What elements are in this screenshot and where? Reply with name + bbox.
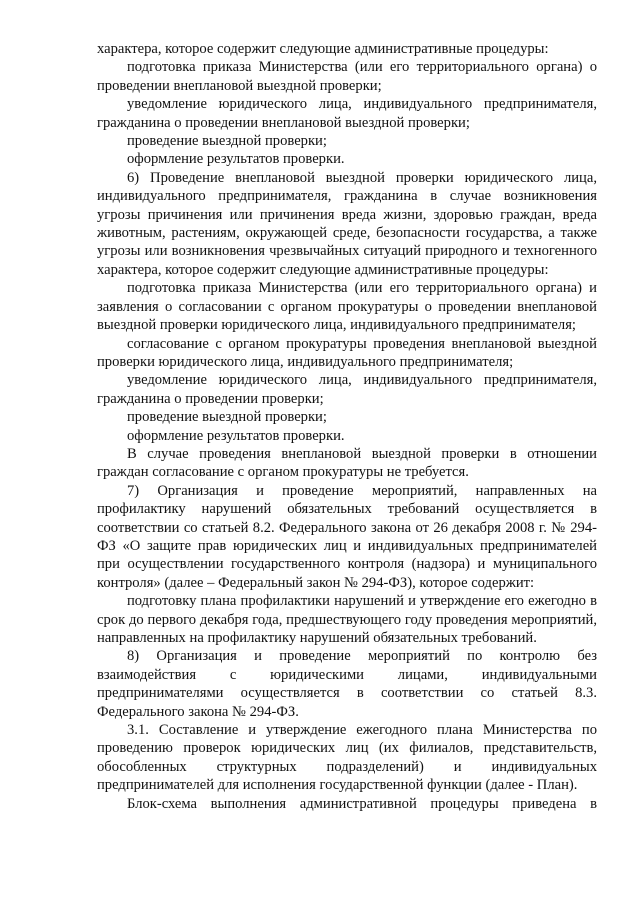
paragraph-order-preparation: подготовка приказа Министерства (или его территориального органа) о проведении внеплановой выездной проверки; — [97, 59, 597, 94]
paragraph-results-2: оформление результатов проверки. — [127, 427, 345, 444]
paragraph-flowchart-ref: Блок-схема выполнения административной процедуры приведена в — [127, 795, 597, 812]
paragraph-procedures-intro: характера, которое содержит следующие административные процедуры: — [97, 41, 549, 57]
paragraph-item-6: 6) Проведение внеплановой выездной проверки юридического лица, индивидуального предпринимателя, гражданина в случае возникновения угрозы причинения или причинения вреда жизни, здоровью граждан, вреда животным, растениям, окружающей среде, безопасности государства, а также угрозы или возникновения чрезвычайных ситуаций природного и техногенного характера, которое содержит следующие административные процедуры: — [97, 169, 597, 278]
paragraph-section-3-1: 3.1. Составление и утверждение ежегодного плана Министерства по проведению проверок юридических лиц (их филиалов, представительств, обособленных структурных подразделений) и индивидуальных предпринимателей для исполнения государственной функции (далее - План). — [97, 722, 597, 794]
paragraph-results: оформление результатов проверки. — [127, 151, 345, 168]
paragraph-notification-2: уведомление юридического лица, индивидуального предпринимателя, гражданина о проведении проверки; — [97, 372, 597, 407]
paragraph-citizens-note: В случае проведения внеплановой выездной проверки в отношении граждан согласование с органом прокуратуры не требуется. — [97, 445, 597, 481]
document-page — [97, 40, 597, 813]
paragraph-order-and-application: подготовка приказа Министерства (или его территориального органа) и заявления о согласовании с органом прокуратуры о проведении внеплановой выездной проверки юридического лица, индивидуального предпринимателя; — [97, 280, 597, 334]
paragraph-item-7: 7) Организация и проведение мероприятий, направленных на профилактику нарушений обязательных требований осуществляется в соответствии со статьей 8.2. Федерального закона от 26 декабря 2008 г. № 294-ФЗ «О защите прав юридических лиц и индивидуальных предпринимателей при осуществлении государственного контроля (надзора) и муниципального контроля» (далее – Федеральный закон № 294-ФЗ), которое содержит: — [97, 482, 597, 591]
paragraph-field-inspection-2: проведение выездной проверки; — [127, 409, 327, 426]
paragraph-item-8: 8) Организация и проведение мероприятий по контролю без взаимодействия с юридическими лицами, индивидуальными предпринимателями осуществляется в соответствии со статьей 8.3. Федерального закона № 294-ФЗ. — [97, 648, 597, 720]
paragraph-prevention-plan: подготовку плана профилактики нарушений и утверждение его ежегодно в срок до первого декабря года, предшествующего году проведения мероприятий, направленных на профилактику нарушений обязательных требований. — [97, 593, 597, 646]
paragraph-prosecutor-approval: согласование с органом прокуратуры проведения внеплановой выездной проверки юридического лица, индивидуального предпринимателя; — [97, 335, 597, 370]
paragraph-notification: уведомление юридического лица, индивидуального предпринимателя, гражданина о проведении внеплановой выездной проверки; — [97, 96, 597, 131]
paragraph-field-inspection: проведение выездной проверки; — [127, 133, 327, 150]
